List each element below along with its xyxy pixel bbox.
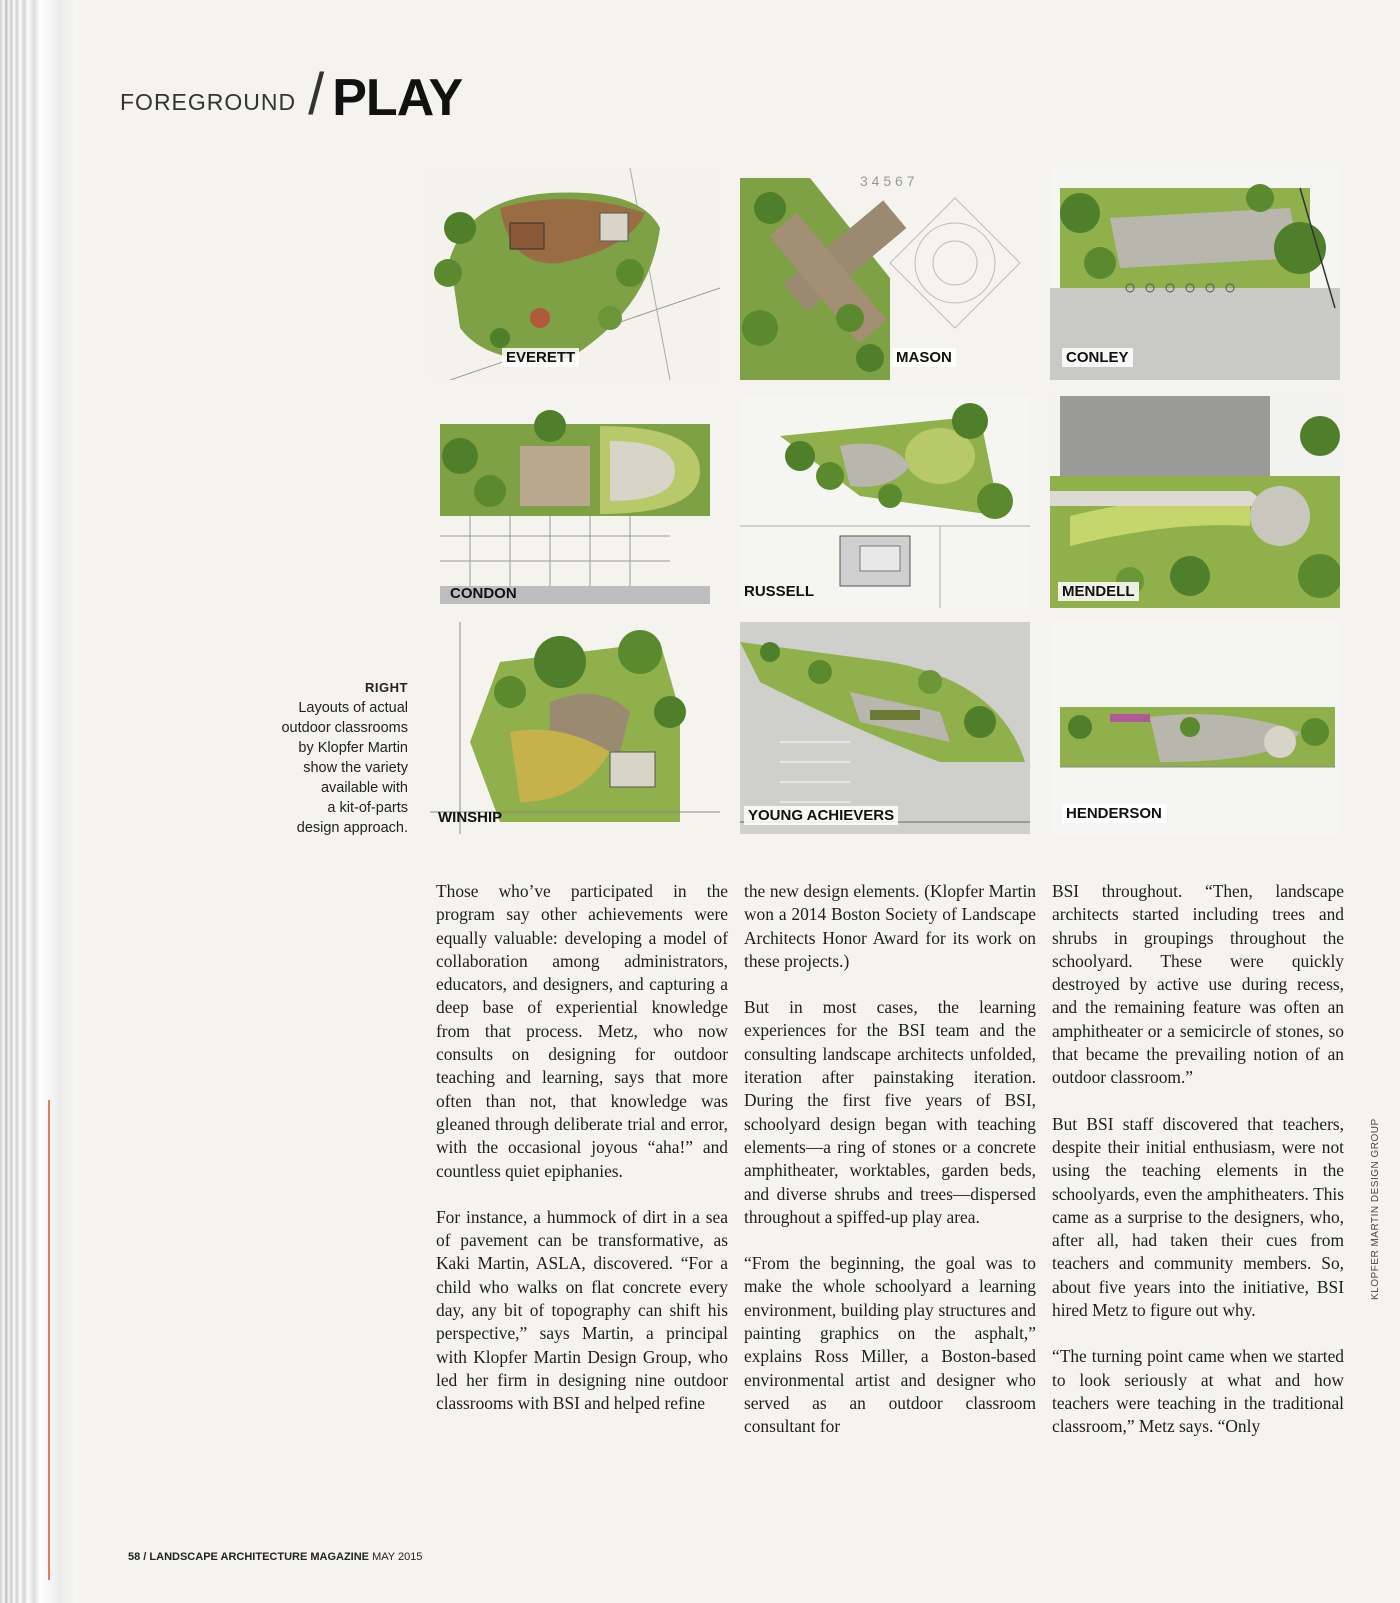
tile-label: CONDON xyxy=(450,585,517,602)
tile-label: MASON xyxy=(892,348,956,367)
article-paragraph: the new design elements. (Klopfer Martin won a 2014 Boston Society of Landscape Architects Honor Award for its work on these projects.) xyxy=(744,881,1036,971)
page-footer: 58 / LANDSCAPE ARCHITECTURE MAGAZINE MAY 2015 xyxy=(128,1551,423,1563)
plan-tile-young-achievers xyxy=(740,622,1030,834)
article-column-2 xyxy=(744,880,1036,1462)
caption-line: show the variety xyxy=(303,760,408,776)
caption-line: outdoor classrooms xyxy=(281,720,408,736)
caption-line: by Klopfer Martin xyxy=(298,740,408,756)
article-paragraph: Those who’ve participated in the program say other achievements were equally valuable: developing a model of collaboration among administrators, educators, and designers, and capturing a deep base of experiential knowledge from that process. Metz, who now consults on designing for outdoor teaching and learning, says that more often than not, that knowledge was gleaned through deliberate trial and error, with the occasional joyous “aha!” and countless quiet epiphanies. xyxy=(436,881,728,1181)
article-column-1 xyxy=(436,880,728,1439)
site-plan-illustration xyxy=(1050,396,1340,608)
article-paragraph: BSI throughout. “Then, landscape architects started including trees and shrubs in groupings throughout the schoolyard. These were quickly destroyed by active use during recess, and the remaining feature was often an amphitheater or a semicircle of stones, so that became the prevailing notion of an outdoor classroom.” xyxy=(1052,881,1344,1088)
site-plan-illustration xyxy=(430,622,720,834)
site-plan-illustration xyxy=(740,622,1030,834)
section-topic: PLAY xyxy=(332,69,463,127)
tile-label: YOUNG ACHIEVERS xyxy=(744,806,898,825)
section-label: FOREGROUND xyxy=(120,89,297,115)
caption-line: Layouts of actual xyxy=(298,700,408,716)
plan-tile-conley xyxy=(1050,168,1340,380)
image-caption xyxy=(220,678,408,838)
site-plan-illustration xyxy=(740,168,1030,380)
tile-label: WINSHIP xyxy=(438,809,503,826)
tile-label: RUSSELL xyxy=(744,583,815,600)
article-paragraph: But BSI staff discovered that teachers, despite their initial enthusiasm, were not using the teaching elements in the schoolyards, even the amphitheaters. This came as a surprise to the designers, who, after all, had taken their cues from teachers and community members. So, about five years into the initiative, BSI hired Metz to figure out why. xyxy=(1052,1113,1344,1321)
caption-line: design approach. xyxy=(296,820,408,836)
classroom-plan-grid xyxy=(430,168,1340,835)
tile-label: MENDELL xyxy=(1058,582,1139,601)
article-column-3 xyxy=(1052,880,1344,1462)
plan-tile-mason xyxy=(740,168,1030,380)
site-plan-illustration xyxy=(1050,622,1340,834)
article-paragraph: But in most cases, the learning experiences for the BSI team and the consulting landscape architects unfolded, iteration after painstaking iteration. During the first five years of BSI, schoolyard design began with teaching elements—a ring of stones or a concrete amphitheater, worktables, garden beds, and diverse shrubs and trees—dispersed throughout a spiffed-up play area. xyxy=(744,997,1036,1227)
plan-tile-everett xyxy=(430,168,720,380)
publication-name: LANDSCAPE ARCHITECTURE MAGAZINE xyxy=(149,1551,370,1563)
plan-tile-mendell xyxy=(1050,396,1340,608)
issue-date: MAY 2015 xyxy=(372,1551,423,1563)
tile-label: EVERETT xyxy=(502,348,579,367)
tile-label: HENDERSON xyxy=(1062,804,1166,823)
section-header xyxy=(120,62,463,127)
plan-tile-henderson xyxy=(1050,622,1340,834)
tile-label: CONLEY xyxy=(1062,348,1133,367)
photo-credit: KLOPFER MARTIN DESIGN GROUP xyxy=(1370,1118,1381,1300)
magazine-page-edges xyxy=(0,0,78,1603)
spine-accent-line xyxy=(48,1100,50,1580)
site-plan-illustration xyxy=(430,396,720,608)
caption-line: a kit-of-parts xyxy=(327,800,408,816)
page-number: 58 xyxy=(128,1551,141,1563)
article-paragraph: “From the beginning, the goal was to make the whole schoolyard a learning environment, building play structures and painting graphics on the asphalt,” explains Ross Miller, a Boston-based environmental artist and designer who served as an outdoor classroom consultant for xyxy=(744,1253,1036,1437)
header-slash: / xyxy=(308,62,325,127)
site-plan-illustration xyxy=(740,396,1030,608)
caption-line: available with xyxy=(320,780,408,796)
caption-tag: RIGHT xyxy=(365,680,408,695)
article-paragraph: “The turning point came when we started to look seriously at what and how teachers were teaching in the traditional classroom,” Metz says. “Only xyxy=(1052,1346,1344,1437)
article-paragraph: For instance, a hummock of dirt in a sea of pavement can be transformative, as Kaki Martin, ASLA, discovered. “For a child who walks on flat concrete every day, any bit of topography can shift his perspective,” says Martin, a principal with Klopfer Martin Design Group, who led her firm in designing nine outdoor classrooms with BSI and helped refine xyxy=(436,1206,728,1414)
plan-tile-winship xyxy=(430,622,720,834)
plan-tile-russell xyxy=(740,396,1030,608)
plan-tile-condon xyxy=(430,396,720,608)
svg-text:3 4 5 6 7: 3 4 5 6 7 xyxy=(860,173,915,189)
